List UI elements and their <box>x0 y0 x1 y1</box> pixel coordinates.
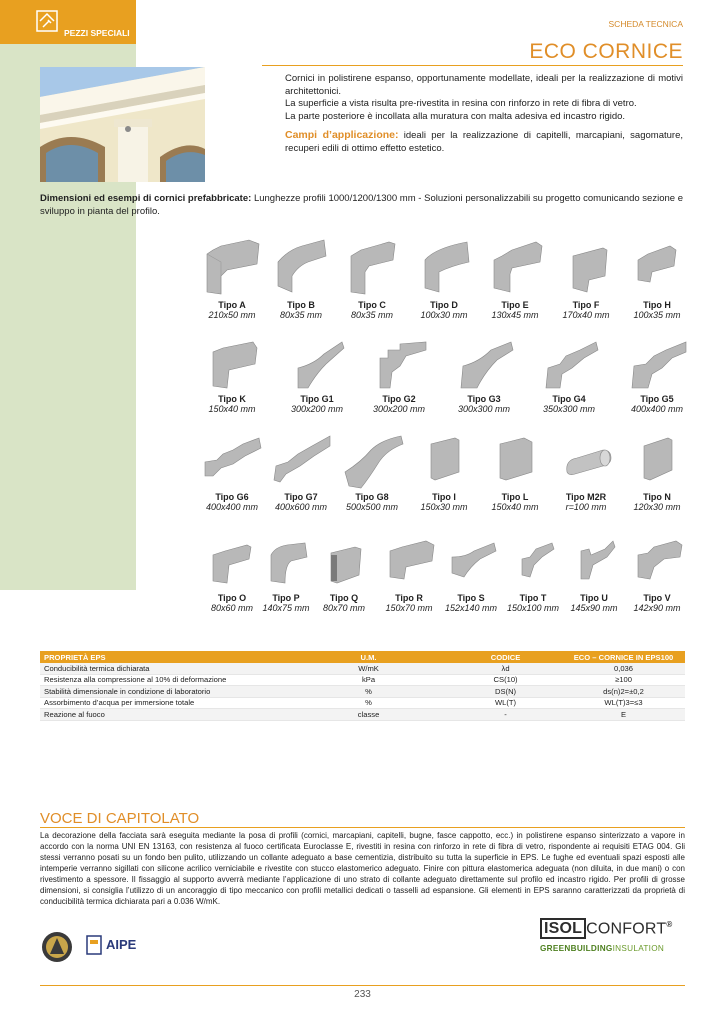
profile-r-icon <box>376 537 442 591</box>
table-cell: Conducibilità termica dichiarata <box>40 663 288 674</box>
column-header: CODICE <box>449 651 562 663</box>
table-cell: λd <box>449 663 562 674</box>
profile-tipo-i <box>407 432 481 512</box>
table-cell: % <box>288 697 449 709</box>
profile-tipo-f <box>549 236 623 320</box>
table-cell: Assorbimento d’acqua per immersione totale <box>40 697 288 709</box>
profile-name: Tipo G5 <box>640 394 674 404</box>
profile-tipo-n <box>620 432 694 512</box>
table-header-row <box>40 651 685 663</box>
profile-tipo-l <box>478 432 552 512</box>
intro-line-2: La superficie a vista risulta pre-rivestita in resina con rinforzo in rete di fibra di vetro. <box>285 98 637 109</box>
profile-name: Tipo O <box>217 593 247 603</box>
table-cell: E <box>562 709 685 721</box>
profile-size: 80x35 mm <box>279 310 323 320</box>
profile-size: 130x45 mm <box>491 310 539 320</box>
profile-size: 150x70 mm <box>385 603 433 613</box>
profile-name: Tipo G2 <box>382 394 416 404</box>
profile-name: Tipo G7 <box>284 492 318 502</box>
table-cell: - <box>449 709 562 721</box>
profile-name: Tipo T <box>519 593 547 603</box>
intro-line-3: La parte posteriore è incollata alla muratura con malta adesiva ed incastro rigido. <box>285 110 626 122</box>
profile-tipo-q <box>307 537 381 613</box>
profile-i-icon <box>411 432 477 490</box>
voce-capitolato-title: VOCE DI CAPITOLATO <box>40 810 200 827</box>
section-header <box>0 0 136 44</box>
page-title: ECO CORNICE <box>529 40 683 63</box>
profile-tipo-k <box>195 338 269 414</box>
brand-tagline <box>540 944 690 953</box>
brand-registered: ® <box>666 920 673 929</box>
certification-badge-icon <box>40 930 74 964</box>
profile-size: 170x40 mm <box>562 310 610 320</box>
profile-n-icon <box>624 432 690 490</box>
profile-size: 400x600 mm <box>274 502 328 512</box>
column-header: PROPRIETÀ EPS <box>40 651 288 663</box>
brand-confort: CONFORT <box>586 920 667 938</box>
profile-size: 120x30 mm <box>633 502 681 512</box>
profile-b-icon <box>268 236 334 298</box>
profile-k-icon <box>199 338 265 392</box>
table-cell: Reazione al fuoco <box>40 709 288 721</box>
profile-size: 350x300 mm <box>542 404 596 414</box>
profile-name: Tipo G1 <box>300 394 334 404</box>
table-cell: DS(N) <box>449 686 562 698</box>
column-header: ECO – CORNICE IN EPS100 <box>562 651 685 663</box>
profile-name: Tipo L <box>501 492 529 502</box>
table-cell: 0,036 <box>562 663 685 674</box>
profile-name: Tipo C <box>358 300 386 310</box>
profile-g4-icon <box>536 338 602 392</box>
profile-size: 210x50 mm <box>208 310 256 320</box>
profile-size: 150x30 mm <box>420 502 468 512</box>
profile-name: Tipo F <box>572 300 600 310</box>
profile-name: Tipo Q <box>329 593 359 603</box>
table-row <box>40 663 685 674</box>
profile-g1-icon <box>284 338 350 392</box>
aipe-mark-icon <box>86 935 102 955</box>
profile-tipo-g1 <box>280 338 354 414</box>
brand-isol: ISOL <box>540 918 586 939</box>
profile-g7-icon <box>268 432 334 490</box>
profile-tipo-d <box>407 236 481 320</box>
profile-size: 140x75 mm <box>262 603 310 613</box>
profile-size: 300x200 mm <box>372 404 426 414</box>
profile-s-icon <box>438 537 504 591</box>
dimensions-title: Dimensioni ed esempi di cornici prefabbricate: <box>40 193 252 204</box>
profile-name: Tipo H <box>643 300 671 310</box>
aipe-label: AIPE <box>106 937 137 952</box>
profile-size: 300x200 mm <box>290 404 344 414</box>
profile-g5-icon <box>624 338 690 392</box>
profile-e-icon <box>482 236 548 298</box>
profile-size: 142x90 mm <box>633 603 681 613</box>
table-row <box>40 709 685 721</box>
sheet-label: SCHEDA TECNICA <box>608 19 683 29</box>
profile-name: Tipo G4 <box>552 394 586 404</box>
tag-building: BUILDING <box>570 944 613 954</box>
profile-g8-icon <box>337 432 407 490</box>
dimensions-text <box>40 193 683 218</box>
profile-size: 80x70 mm <box>322 603 366 613</box>
table-cell: Stabilità dimensionale in condizione di laboratorio <box>40 686 288 698</box>
profile-tipo-g5 <box>620 338 694 414</box>
profile-h-icon <box>624 236 690 298</box>
profile-tipo-b <box>264 236 338 320</box>
cornice-photo <box>40 67 205 182</box>
table-cell: WL(T) <box>449 697 562 709</box>
profile-tipo-c <box>335 236 409 320</box>
profile-name: Tipo M2R <box>565 492 607 502</box>
column-header: U.M. <box>288 651 449 663</box>
profile-a-icon <box>199 236 265 298</box>
profile-size: 152x140 mm <box>444 603 498 613</box>
campi-applicazione <box>285 129 683 155</box>
table-cell: Resistenza alla compressione al 10% di deformazione <box>40 674 288 686</box>
profile-tipo-h <box>620 236 694 320</box>
profile-tipo-a <box>195 236 269 320</box>
intro-text <box>285 73 683 155</box>
campi-title: Campi d’applicazione: <box>285 129 399 141</box>
profile-size: 500x500 mm <box>345 502 399 512</box>
page-number: 233 <box>354 989 371 1000</box>
table-row <box>40 686 685 698</box>
profile-name: Tipo G6 <box>215 492 249 502</box>
profile-name: Tipo K <box>218 394 246 404</box>
profile-name: Tipo U <box>580 593 608 603</box>
profile-tipo-m2r <box>549 432 623 512</box>
profile-size: 150x40 mm <box>208 404 256 414</box>
table-cell: W/mK <box>288 663 449 674</box>
profile-size: 80x35 mm <box>350 310 394 320</box>
profile-q-icon <box>311 537 377 591</box>
profile-tipo-g3 <box>447 338 521 414</box>
section-label: PEZZI SPECIALI <box>64 28 130 38</box>
voce-divider <box>40 827 685 828</box>
profile-name: Tipo I <box>432 492 456 502</box>
profile-tipo-g7 <box>264 432 338 512</box>
profile-size: 80x60 mm <box>210 603 254 613</box>
profile-name: Tipo G8 <box>355 492 389 502</box>
profile-d-icon <box>411 236 477 298</box>
table-cell: kPa <box>288 674 449 686</box>
profile-tipo-e <box>478 236 552 320</box>
profile-name: Tipo E <box>501 300 529 310</box>
profile-name: Tipo S <box>457 593 485 603</box>
intro-paragraph: Cornici in polistirene espanso, opportunamente modellate, ideali per la realizzazione di motivi architettonici. <box>285 73 683 97</box>
profile-v-icon <box>624 537 690 591</box>
profile-size: 400x400 mm <box>205 502 259 512</box>
tag-insulation: INSULATION <box>612 944 665 954</box>
campi-text: ideali per la realizzazione di capitelli, marcapiani, sagomature, recuperi edili di ottimo effetto estetico. <box>285 130 683 154</box>
profile-tipo-g6 <box>195 432 269 512</box>
profile-f-icon <box>553 236 619 298</box>
table-row <box>40 697 685 709</box>
aipe-logo <box>86 935 137 960</box>
profile-name: Tipo G3 <box>467 394 501 404</box>
tools-house-icon <box>36 10 58 32</box>
profile-name: Tipo R <box>395 593 423 603</box>
profile-tipo-g8 <box>335 432 409 512</box>
profile-size: 100x35 mm <box>633 310 681 320</box>
profile-tipo-v <box>620 537 694 613</box>
isolconfort-logo <box>540 920 690 953</box>
profile-name: Tipo N <box>643 492 671 502</box>
profile-tipo-g4 <box>532 338 606 414</box>
table-cell: classe <box>288 709 449 721</box>
profile-name: Tipo A <box>218 300 246 310</box>
footer-divider <box>40 985 685 986</box>
profile-name: Tipo V <box>643 593 671 603</box>
profile-name: Tipo P <box>272 593 300 603</box>
brand-wordmark <box>540 920 690 938</box>
profile-name: Tipo D <box>430 300 458 310</box>
profile-size: r=100 mm <box>565 502 607 512</box>
table-cell: ≥100 <box>562 674 685 686</box>
profile-u-icon <box>561 537 627 591</box>
profile-size: 400x400 mm <box>630 404 684 414</box>
profile-g3-icon <box>451 338 517 392</box>
table-cell: % <box>288 686 449 698</box>
voce-capitolato-text: La decorazione della facciata sarà eseguita mediante la posa di profili (cornici, marcapiani, capitelli, bugne, fasce cappotto, ecc.) in polistirene espanso sinterizzato a vapore in accordo con la norma UNI EN 13163, con resistenza al fuoco certificata Euroclasse E, rivestiti in resina con rinforzo in rete di fibra di vetro, rispondente ai requisiti ETAG 004. Gli stessi verranno posati su un fondo ben pulito, utilizzando un collante adeguato a base cementizia, distribuito su tutta la superficie in EPS. Le fughe ed eventuali spazi esposti alle intemperie verranno sigillati con silicone acrilico verniciabile e rivestite con stucco elastomerico adeguato. Finire con pittura elastomerica adeguata (non diluita, in due mani) o con rivestimento a spessore. Il fissaggio al supporto avverrà mediante l’applicazione di uno strato di collante adeguato direttamente sul profilo ed incastro rigido. Per profili di grosse dimensioni, si consiglia l’utilizzo di un ancoraggio di tipo meccanico con profili metallici dedicati o tasselli ad espansione. Gli elementi in EPS saranno caratterizzati da proprietà di conducibilità termica dichiarata pari a 0.036 W/mK. <box>40 831 685 906</box>
table-cell: ds(n)2=±0,2 <box>562 686 685 698</box>
table-cell: WL(T)3=≤3 <box>562 697 685 709</box>
dimensions-body: Lunghezze profili 1000/1200/1300 mm - Soluzioni personalizzabili su progetto comunicando sezione e sviluppo in pianta del profilo. <box>40 193 683 217</box>
profile-size: 150x40 mm <box>491 502 539 512</box>
profile-size: 300x300 mm <box>457 404 511 414</box>
table-cell: CS(10) <box>449 674 562 686</box>
profile-m2r-icon <box>553 432 619 490</box>
title-divider <box>262 65 683 66</box>
properties-table <box>40 651 685 721</box>
profile-g6-icon <box>199 432 265 490</box>
profile-size: 100x30 mm <box>420 310 468 320</box>
tag-green: GREEN <box>540 944 571 954</box>
table-row <box>40 674 685 686</box>
profile-g2-icon <box>366 338 432 392</box>
profile-tipo-g2 <box>362 338 436 414</box>
profile-size: 145x90 mm <box>570 603 618 613</box>
profile-c-icon <box>339 236 405 298</box>
profile-l-icon <box>482 432 548 490</box>
profile-size: 150x100 mm <box>506 603 560 613</box>
profile-name: Tipo B <box>287 300 315 310</box>
